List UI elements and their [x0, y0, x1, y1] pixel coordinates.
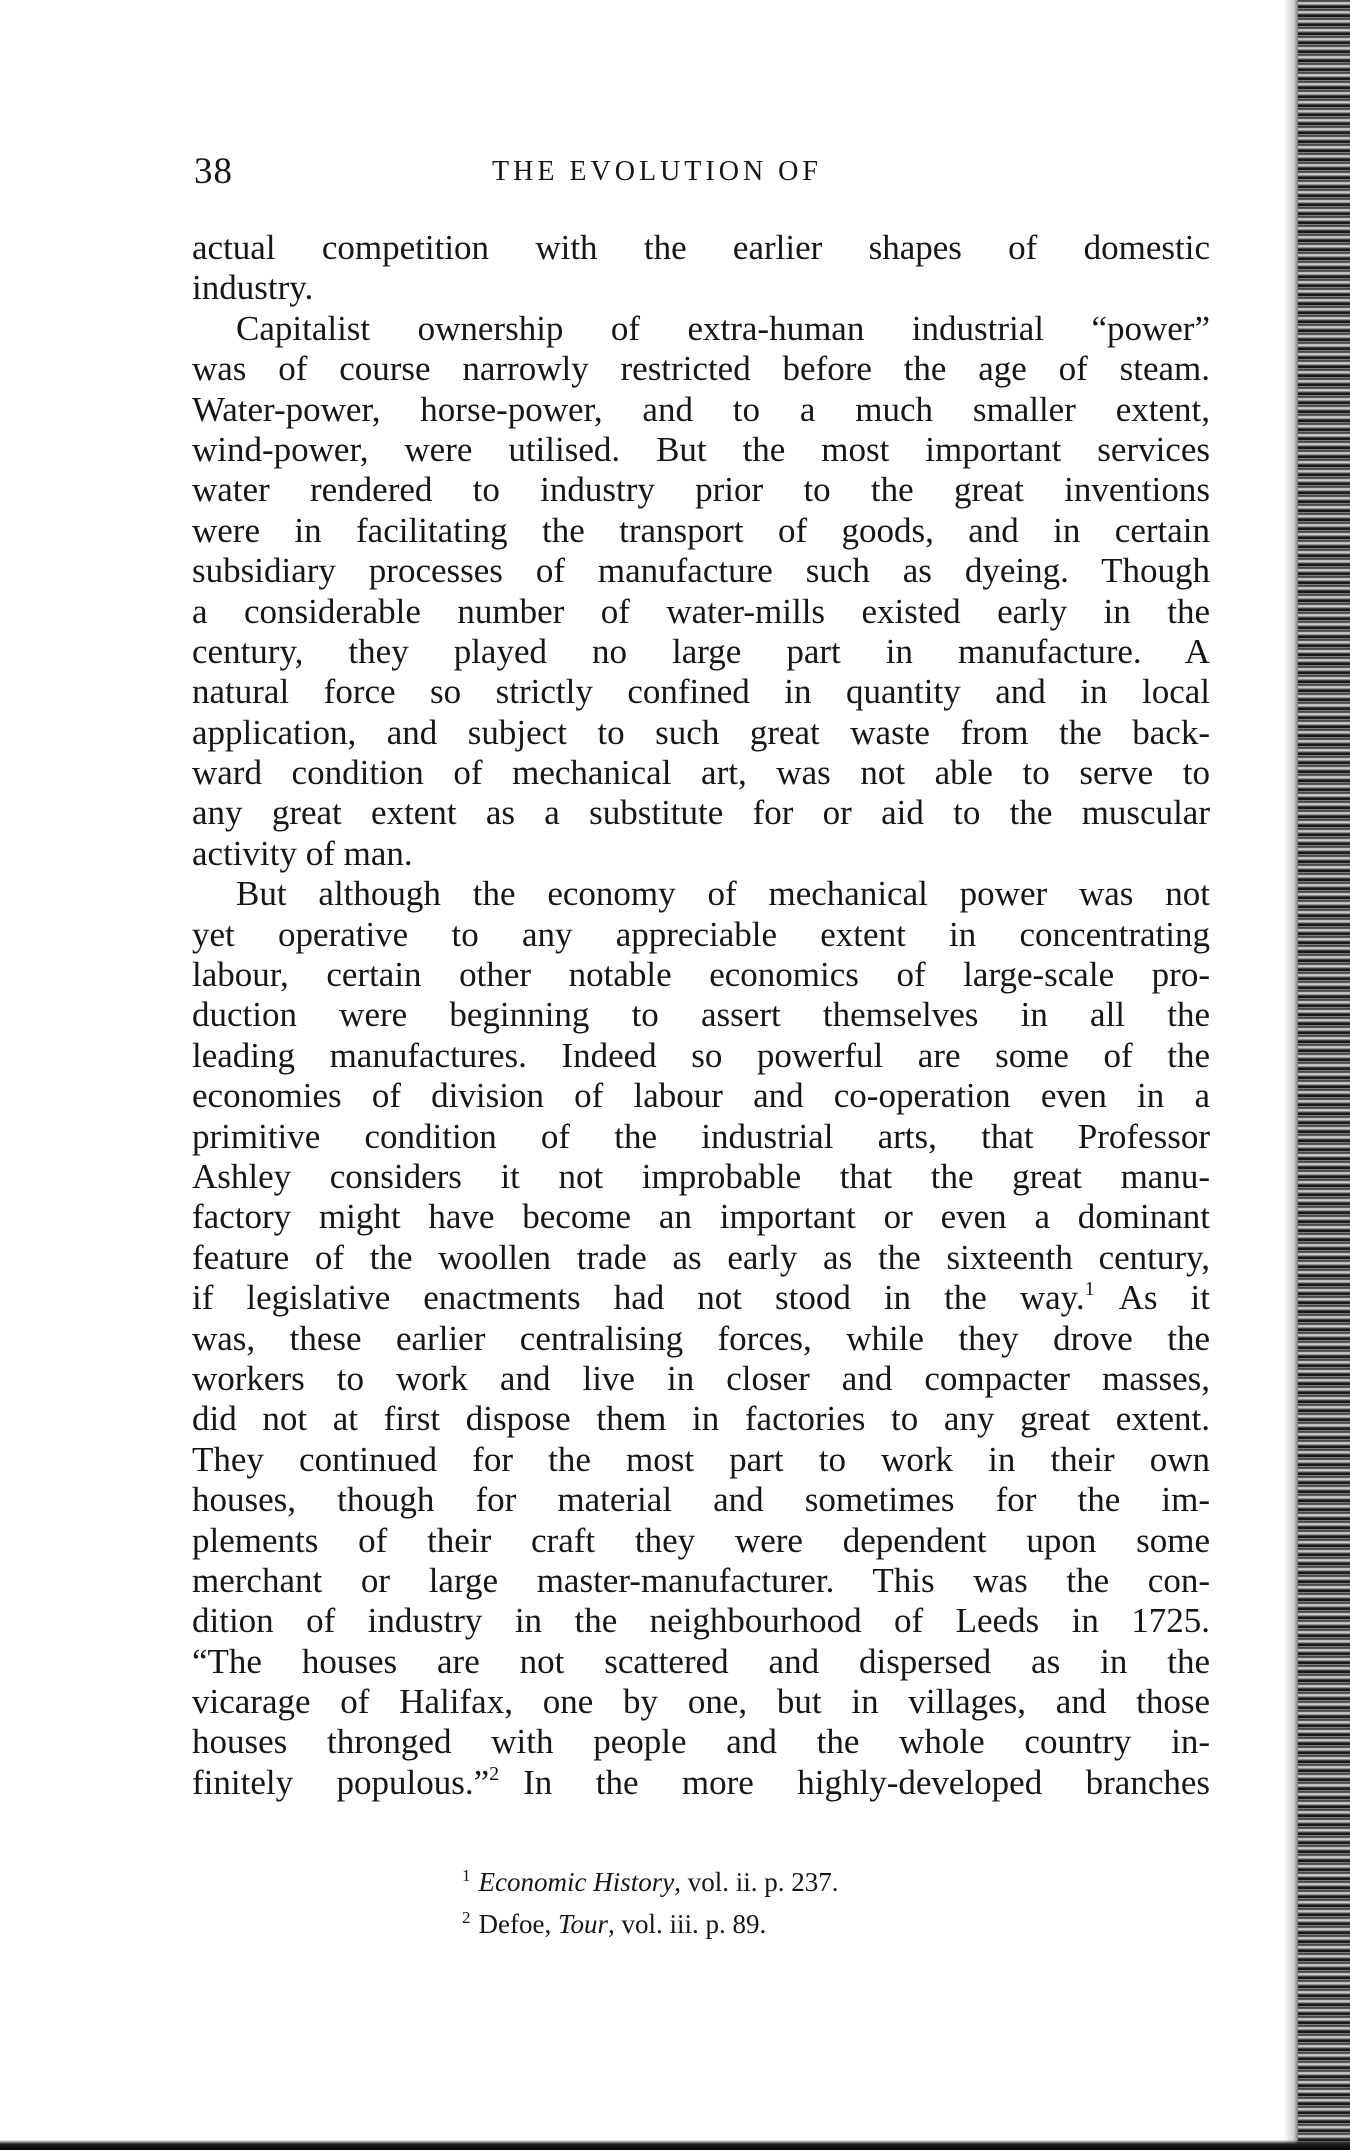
text-line: were in facilitating the transport of goods, and in certain [192, 510, 1210, 550]
footnote-2 [462, 1900, 1062, 1942]
page-bottom-edge [0, 2140, 1350, 2150]
page-binding-edge [1298, 0, 1350, 2150]
text-line: “The houses are not scattered and dispersed as in the [192, 1641, 1210, 1681]
text-line: application, and subject to such great waste from the back- [192, 712, 1210, 752]
text-line: primitive condition of the industrial arts, that Professor [192, 1116, 1210, 1156]
text-line: was, these earlier centralising forces, while they drove the [192, 1318, 1210, 1358]
line-text: finitely populous.” [192, 1762, 490, 1802]
text-line: century, they played no large part in manufacture. A [192, 631, 1210, 671]
text-line: industry. [192, 268, 314, 308]
running-head [192, 150, 1210, 194]
footnote-1 [462, 1858, 1062, 1900]
footnote-mark: 2 [462, 1908, 471, 1927]
text-line: vicarage of Halifax, one by one, but in villages, and those [192, 1682, 1210, 1722]
body-text [192, 228, 1210, 1803]
text-line: Capitalist ownership of extra-human industrial “power” [236, 308, 1210, 348]
line-tail: As it [1118, 1278, 1210, 1318]
footnote-rest: , vol. iii. p. 89. [608, 1909, 767, 1939]
text-line-with-reference [192, 1763, 1210, 1803]
text-line: activity of man. [192, 833, 413, 873]
page-number: 38 [194, 151, 233, 192]
text-line: ward condition of mechanical art, was not able to serve to [192, 753, 1210, 793]
text-line: But although the economy of mechanical power was not [236, 874, 1210, 914]
text-line: natural force so strictly confined in quantity and in local [192, 672, 1210, 712]
text-line: wind-power, were utilised. But the most important services [192, 429, 1210, 469]
footnote-rest: , vol. ii. p. 237. [674, 1867, 839, 1897]
text-line: leading manufactures. Indeed so powerful are some of the [192, 1035, 1210, 1075]
footnote-ref-1[interactable]: 1 [1084, 1278, 1095, 1301]
text-line: subsidiary processes of manufacture such as dyeing. Though [192, 551, 1210, 591]
text-line-with-reference [192, 1278, 1210, 1318]
text-line: dition of industry in the neighbourhood of Leeds in 1725. [192, 1601, 1210, 1641]
text-line: duction were beginning to assert themselves in all the [192, 995, 1210, 1035]
text-line: any great extent as a substitute for or aid to the muscular [192, 793, 1210, 833]
text-line: houses, though for material and sometimes for the im- [192, 1480, 1210, 1520]
line-tail: In the more highly-developed branches [523, 1762, 1211, 1802]
text-line: actual competition with the earlier shapes of domestic [192, 228, 1210, 267]
text-line: water rendered to industry prior to the great inventions [192, 470, 1210, 510]
running-title: THE EVOLUTION OF [492, 156, 822, 187]
text-line: a considerable number of water-mills existed early in the [192, 591, 1210, 631]
footnote-title: Economic History [478, 1867, 675, 1897]
line-text: if legislative enactments had not stood in the way. [192, 1278, 1085, 1318]
text-line: yet operative to any appreciable extent in concentrating [192, 914, 1210, 954]
text-line: Water-power, horse-power, and to a much smaller extent, [192, 389, 1210, 429]
footnote-mark: 1 [462, 1866, 471, 1885]
footnote-ref-2[interactable]: 2 [489, 1762, 500, 1785]
text-line: economies of division of labour and co-operation even in a [192, 1076, 1210, 1116]
text-line: was of course narrowly restricted before the age of steam. [192, 349, 1210, 389]
text-line: houses thronged with people and the whole country in- [192, 1722, 1210, 1762]
text-line: labour, certain other notable economics of large-scale pro- [192, 955, 1210, 995]
text-line: merchant or large master-manufacturer. This was the con- [192, 1560, 1210, 1600]
text-line: factory might have become an important or even a dominant [192, 1197, 1210, 1237]
text-line: did not at first dispose them in factories to any great extent. [192, 1399, 1210, 1439]
footnotes [462, 1858, 1062, 1942]
text-line: workers to work and live in closer and compacter masses, [192, 1358, 1210, 1398]
text-line: Ashley considers it not improbable that the great manu- [192, 1156, 1210, 1196]
footnote-author: Defoe, [478, 1909, 558, 1939]
text-line: feature of the woollen trade as early as the sixteenth century, [192, 1237, 1210, 1277]
text-line: plements of their craft they were dependent upon some [192, 1520, 1210, 1560]
text-line: They continued for the most part to work in their own [192, 1439, 1210, 1479]
footnote-title: Tour [557, 1909, 609, 1939]
